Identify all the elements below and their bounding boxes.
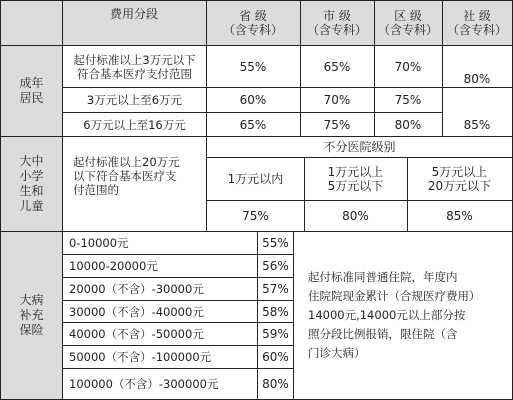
header-district-label: 区 级 xyxy=(394,9,422,23)
critical-row3-rate: 57% xyxy=(262,282,289,296)
adults-label-line2: 居民 xyxy=(19,91,44,105)
children-desc-line2: 以下符合基本医疗支 xyxy=(73,169,177,183)
adults-row2-municipal: 70% xyxy=(323,93,351,107)
critical-row4-range: 30000（不含）-40000元 xyxy=(69,304,204,319)
adults-row1-tier-line1: 起付标准以上3万元以下 xyxy=(73,52,196,67)
header-community-label: 社 级 xyxy=(463,9,491,23)
adults-community-merged: 80% xyxy=(463,72,491,86)
critical-note-line2: 住院院现金累计（合规医疗费用） xyxy=(308,289,481,303)
critical-note-line3: 14000元,14000元以上部分按 xyxy=(308,308,466,322)
adults-row3-district: 80% xyxy=(394,117,422,132)
critical-label xyxy=(1,232,62,399)
children-rate1: 75% xyxy=(242,209,269,223)
critical-row7-range: 100000（不含）-300000元 xyxy=(69,377,219,391)
children-desc-line1: 起付标准以上20万元 xyxy=(73,155,180,169)
header-district-sub: （含专科） xyxy=(377,23,438,37)
adults-label xyxy=(1,46,62,136)
critical-row2-range: 10000-20000元 xyxy=(69,259,158,273)
critical-row1-range: 0-10000元 xyxy=(69,236,129,250)
critical-note-line1: 起付标准同普通住院，年度内 xyxy=(308,270,458,284)
adults-row1-municipal: 65% xyxy=(323,59,351,74)
children-no-level: 不分医院级别 xyxy=(323,140,396,154)
children-tier2-line1: 1万元以上 xyxy=(327,165,384,179)
adults-row1-district: 70% xyxy=(394,59,422,74)
adults-row3-tier: 6万元以上至16万元 xyxy=(83,117,186,132)
children-tier3 xyxy=(407,158,512,200)
children-tier1: 1万元以内 xyxy=(227,172,284,186)
critical-row5-rate: 59% xyxy=(262,327,289,341)
adults-row2-provincial: 60% xyxy=(239,93,267,107)
children-label-line2: 小学 xyxy=(19,169,44,183)
header-fee-tier: 费用分段 xyxy=(109,7,158,21)
adults-row1-provincial: 55% xyxy=(239,59,267,74)
header-provincial-label: 省 级 xyxy=(239,9,267,23)
children-label-line4: 儿童 xyxy=(19,199,44,213)
critical-row3-range: 20000（不含）-30000元 xyxy=(69,282,204,296)
critical-row6-rate: 60% xyxy=(262,350,289,364)
adults-row1-tier xyxy=(63,46,206,87)
critical-label-line3: 保险 xyxy=(19,323,44,337)
children-label xyxy=(1,137,62,231)
children-tier2 xyxy=(304,158,407,200)
children-tier3-line1: 5万元以上 xyxy=(431,165,488,179)
critical-row5-range: 40000（不含）-50000元 xyxy=(69,327,204,341)
children-desc-line3: 付范围的 xyxy=(73,183,119,197)
critical-label-line1: 大病 xyxy=(19,293,44,307)
adults-row3-municipal: 75% xyxy=(323,117,351,132)
critical-note xyxy=(294,232,512,399)
adults-row3-provincial: 65% xyxy=(239,117,267,132)
critical-row6-range: 50000（不含）-100000元 xyxy=(69,350,212,364)
critical-note-line4: 照分段比例报销，限住院（含 xyxy=(308,327,458,341)
children-tier2-line2: 5万元以下 xyxy=(327,179,384,193)
critical-row1-rate: 55% xyxy=(262,236,289,250)
header-provincial-sub: （含专科） xyxy=(222,23,283,37)
critical-label-line2: 补充 xyxy=(19,308,44,322)
adults-row3-community: 85% xyxy=(463,117,491,132)
header-community xyxy=(442,1,512,45)
children-description xyxy=(63,137,206,231)
adults-row2-tier: 3万元以上至6万元 xyxy=(86,93,183,107)
children-label-line1: 大中 xyxy=(19,154,44,168)
critical-row4-rate: 58% xyxy=(262,304,289,319)
adults-label-line1: 成年 xyxy=(19,76,44,90)
header-municipal-label: 市 级 xyxy=(323,9,351,23)
header-district xyxy=(374,1,442,45)
critical-row2-rate: 56% xyxy=(262,259,289,273)
header-provincial xyxy=(206,1,300,45)
children-rate2: 80% xyxy=(342,209,369,223)
critical-note-line5: 门诊大病） xyxy=(308,346,366,360)
children-rate3: 85% xyxy=(446,209,473,223)
header-community-sub: （含专科） xyxy=(446,23,507,37)
header-municipal-sub: （含专科） xyxy=(306,23,367,37)
children-label-line3: 生和 xyxy=(19,184,44,198)
adults-row2-district: 75% xyxy=(394,93,422,107)
header-municipal xyxy=(300,1,374,45)
adults-row1-tier-line2: 符合基本医疗支付范围 xyxy=(77,66,192,81)
critical-row7-rate: 80% xyxy=(262,377,289,391)
children-tier3-line2: 20万元以下 xyxy=(427,179,492,193)
